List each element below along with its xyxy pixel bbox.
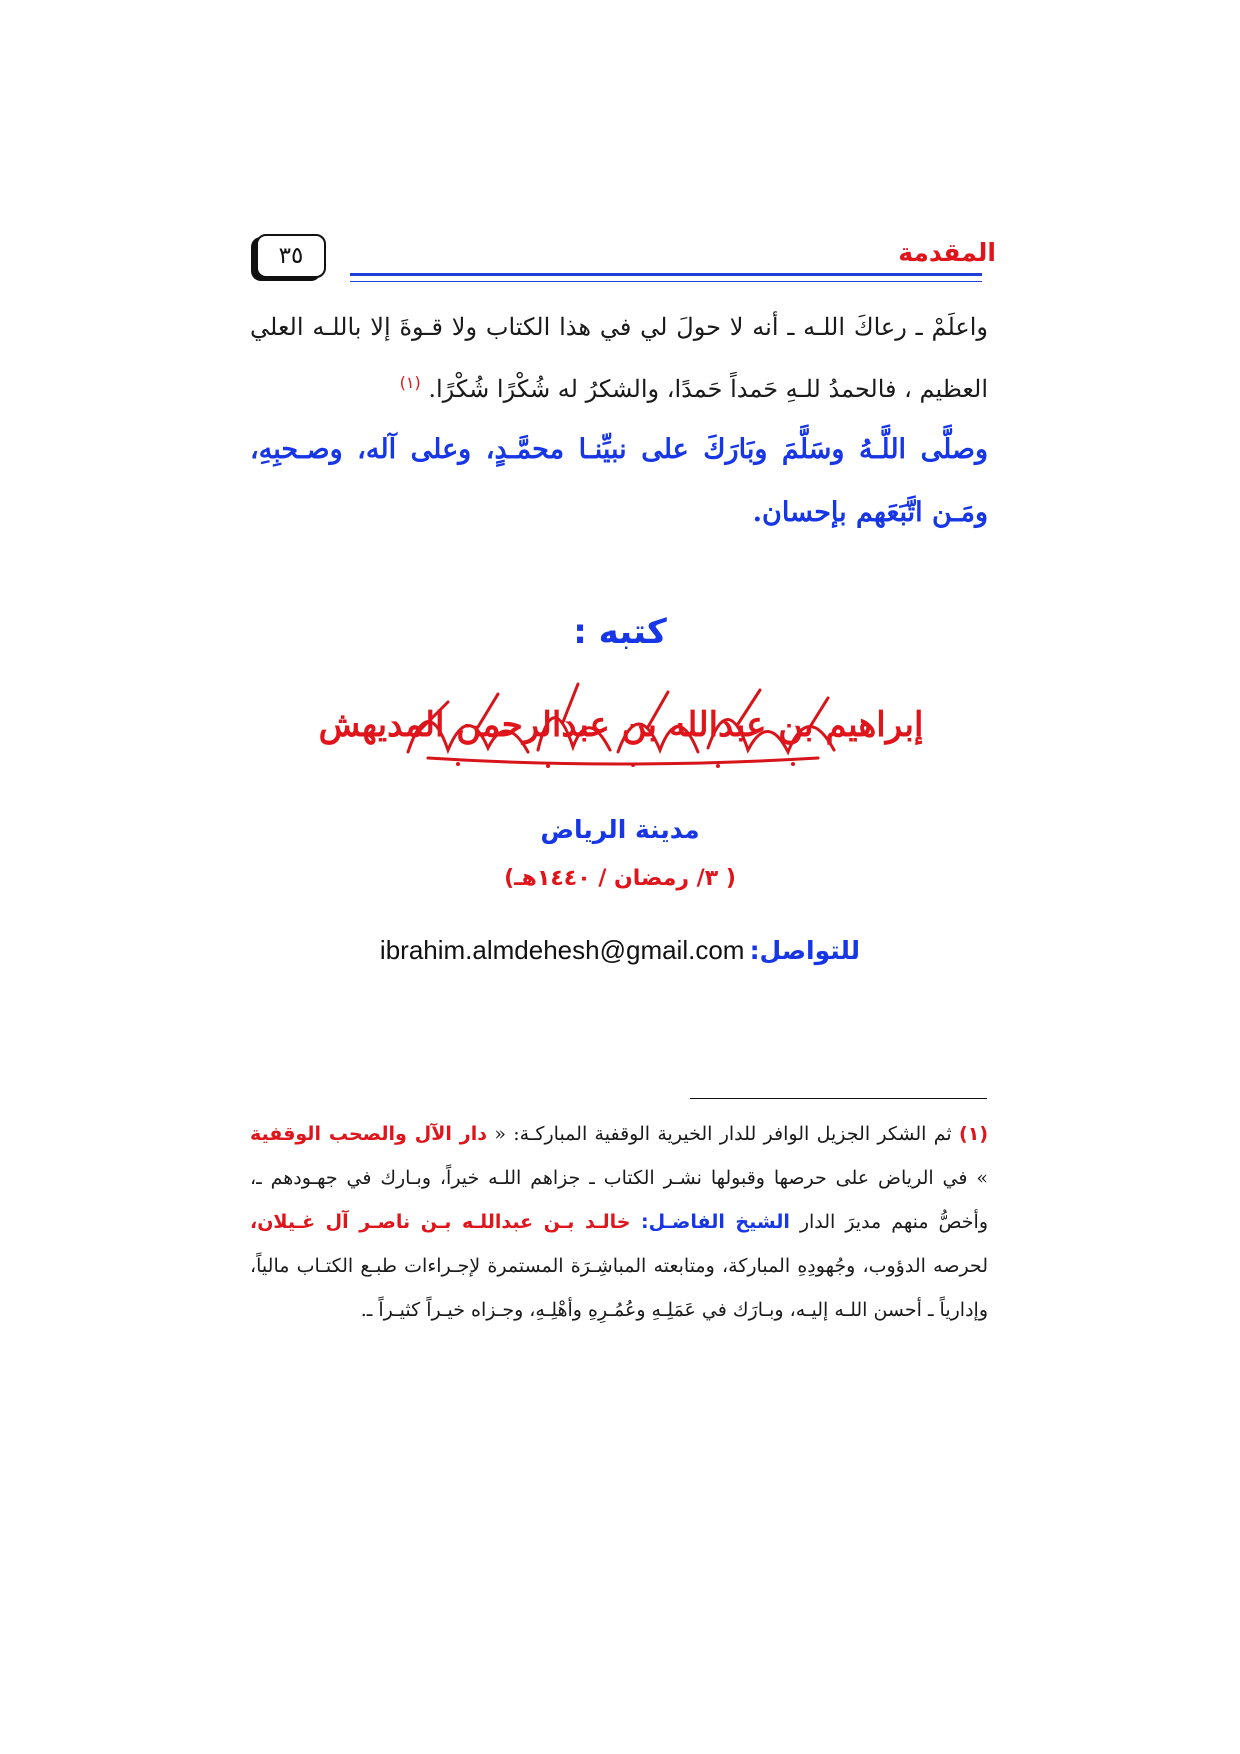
page-number-box bbox=[256, 234, 326, 278]
footnote-reference[interactable]: (١) bbox=[399, 373, 421, 392]
contact-line bbox=[300, 935, 940, 966]
footnote-separator bbox=[690, 1098, 987, 1099]
intro-text: واعلَمْ ـ رعاكَ اللـه ـ أنه لا حولَ لي في هذا الكتاب ولا قـوةَ إلا باللـه العلي العظيم ، فالحمدُ للـهِ حَمداً حَمدًا، والشكرُ له شُكْرًا شُكْرًا. bbox=[250, 313, 988, 403]
writing-date: ( ٣/ رمضان / ١٤٤٠هـ) bbox=[504, 866, 736, 891]
author-name: إبراهيم بن عبدالله بن عبدالرحمن المديهش bbox=[318, 705, 924, 745]
header-rule-thin bbox=[350, 281, 982, 282]
footnote-text-1: ثم الشكر الجزيل الوافر للدار الخيرية الوقفية المباركـة: « bbox=[487, 1123, 952, 1145]
footnote-text-3: لحرصه الدؤوب، وجُهودِهِ المباركة، ومتابعته المباشِـرَة المستمرة لإجـراءات طبـع الكتـاب مالياً، وإدارياً ـ أحسن اللـه إليـه، وبـارَك في عَمَلِـهِ وعُمُـرِهِ وأهْلِـهِ، وجـزاه خيـراً كثيـراً ـ. bbox=[250, 1255, 988, 1321]
intro-paragraph bbox=[250, 300, 988, 417]
header-rule bbox=[350, 273, 982, 276]
footnote-paragraph bbox=[250, 1112, 988, 1332]
section-title: المقدمة bbox=[898, 238, 996, 267]
page-number: ٣٥ bbox=[278, 243, 304, 269]
footnote-sheikh-name: خالـد بـن عبداللـه بـن ناصـر آل غـيلان، bbox=[250, 1211, 631, 1233]
footnote-text-2: » في الرياض على حرصها وقبولها نشـر الكتاب ـ جزاهم اللـه خيراً، وبـارك في جهـودهم ـ، وأخصُّ منهم مديرَ الدار bbox=[250, 1167, 988, 1233]
city-name: مدينة الرياض bbox=[540, 815, 700, 844]
footnote-sheikh-label: الشيخ الفاضـل: bbox=[630, 1211, 790, 1233]
blessing-paragraph: وصلَّى اللَّـهُ وسَلَّمَ وبَارَكَ على نبيِّنـا محمَّـدٍ، وعلى آله، وصـحبِهِ، ومَـن اتَّبَعَهم بإحسان. bbox=[250, 434, 988, 528]
author-calligraphy-signature bbox=[318, 672, 924, 772]
footnote-number: (١) bbox=[959, 1123, 988, 1145]
contact-label: للتواصل: bbox=[749, 936, 861, 965]
written-by-label: كتبه : bbox=[573, 612, 667, 652]
contact-email-link[interactable]: ibrahim.almdehesh@gmail.com bbox=[379, 935, 745, 965]
footnote-org-name: دار الآل والصحب الوقفية bbox=[250, 1123, 487, 1145]
